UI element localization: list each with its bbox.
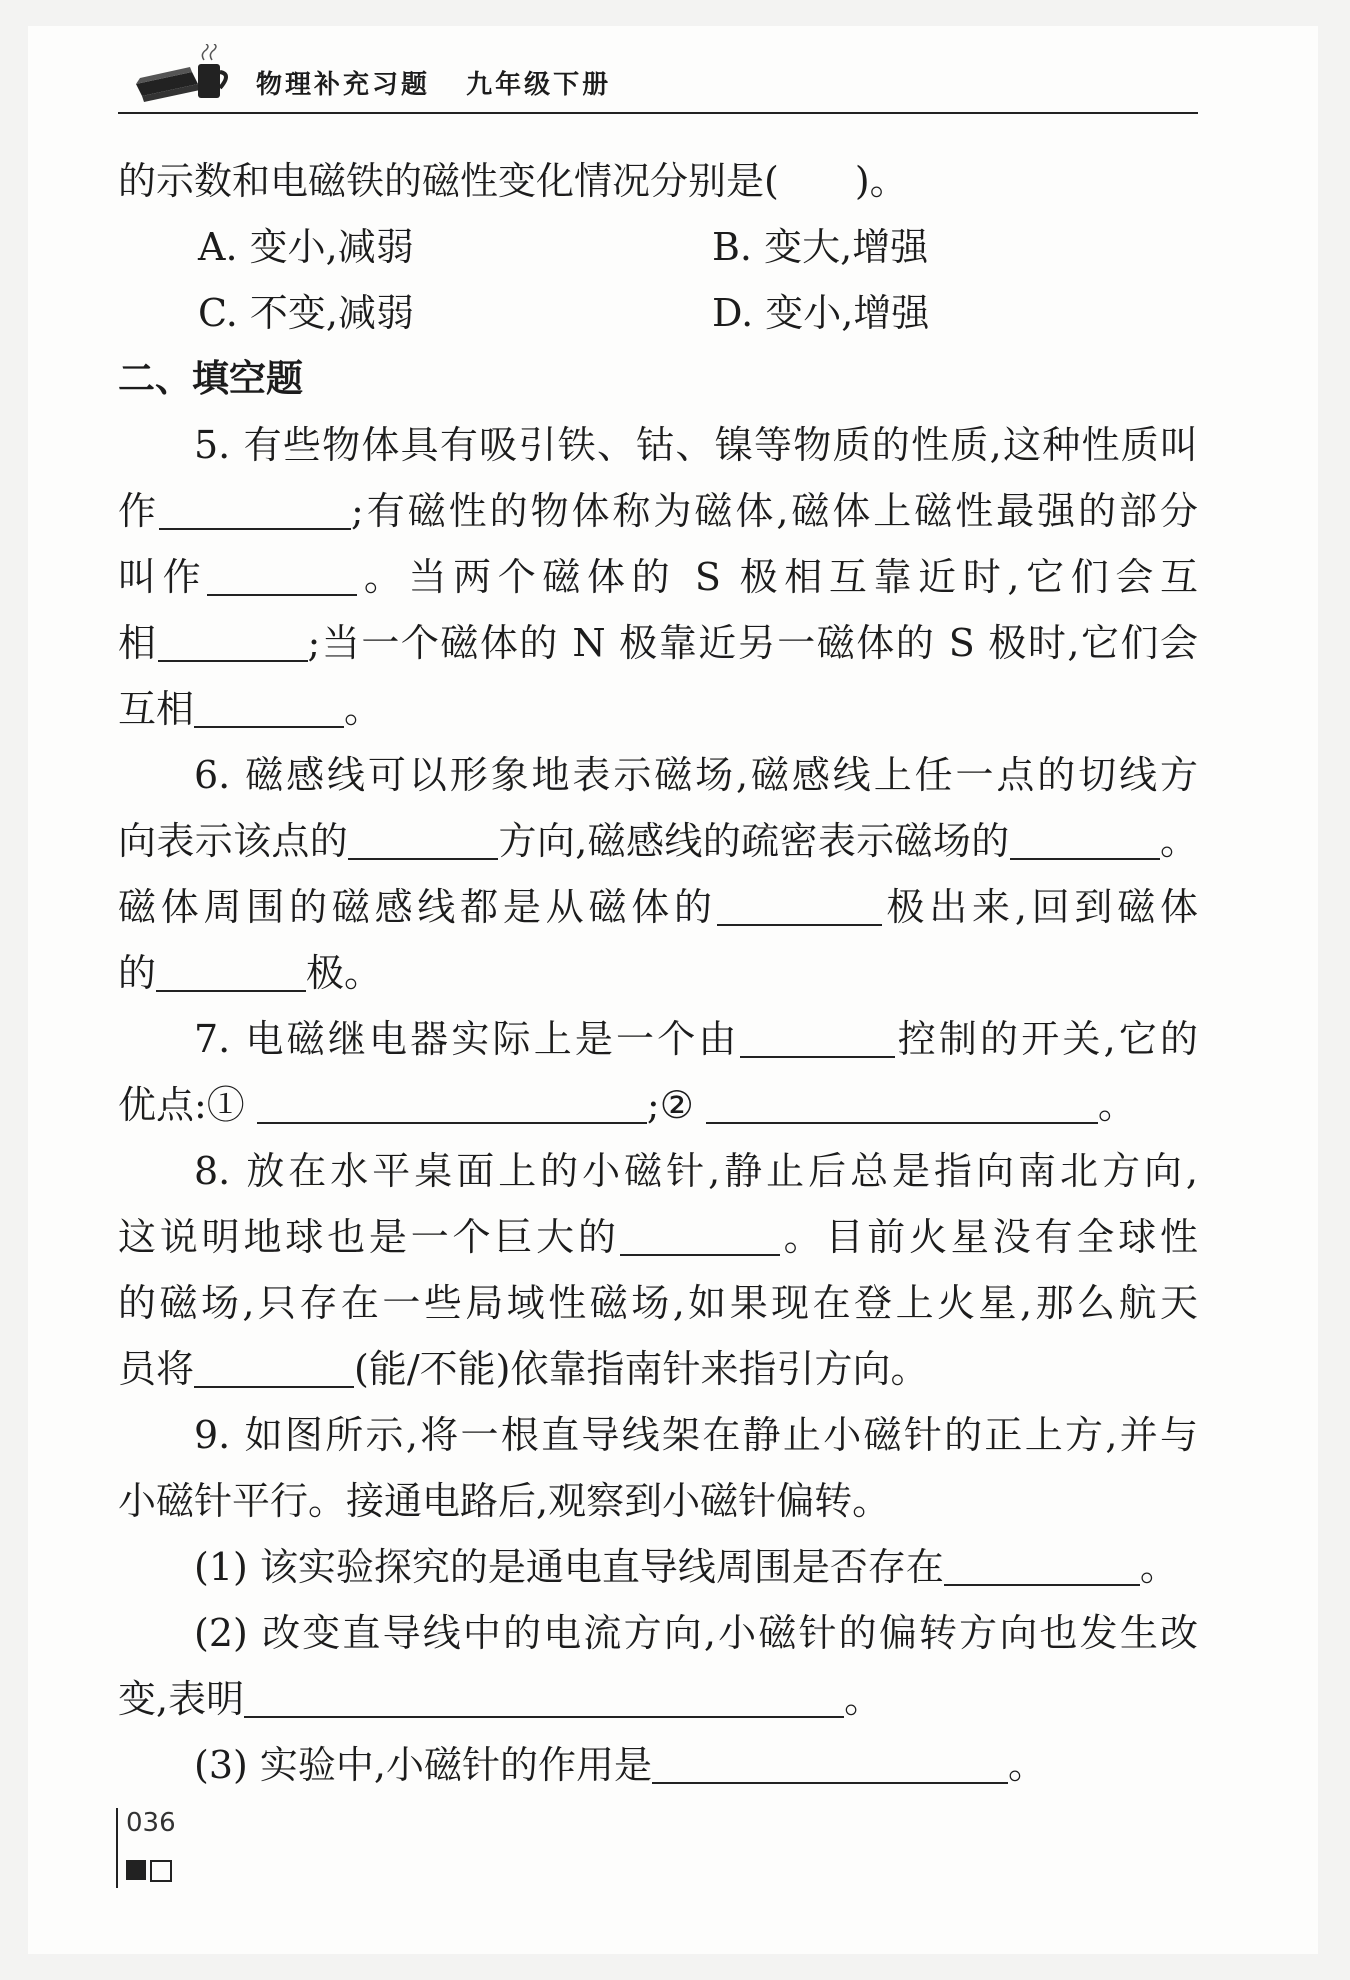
q5-line-2: 作 ;有磁性的物体称为磁体,磁体上磁性最强的部分 [118, 489, 1198, 533]
question-4-tail: 的示数和电磁铁的磁性变化情况分别是( )。 [118, 159, 908, 203]
answer-blank[interactable] [717, 886, 882, 926]
q9-line-2: 小磁针平行。接通电路后,观察到小磁针偏转。 [118, 1479, 891, 1523]
q5-line-1: 5. 有些物体具有吸引铁、钴、镍等物质的性质,这种性质叫 [194, 423, 1198, 467]
header-title: 物理补充习题 九年级下册 [256, 70, 612, 100]
q9-sub-2-cont: 变,表明 。 [118, 1677, 883, 1721]
answer-blank[interactable] [156, 952, 306, 992]
q6-line-4: 的 极。 [118, 951, 383, 995]
q8-line-1: 8. 放在水平桌面上的小磁针,静止后总是指向南北方向, [194, 1149, 1198, 1193]
q7-line-1: 7. 电磁继电器实际上是一个由 控制的开关,它的 [194, 1017, 1198, 1061]
worksheet-content [118, 148, 1198, 1798]
answer-blank[interactable] [159, 490, 351, 530]
q8-line-2: 这说明地球也是一个巨大的 。目前火星没有全球性 [118, 1215, 1198, 1259]
q9-sub-3: (3) 实验中,小磁针的作用是 。 [194, 1743, 1047, 1787]
answer-blank[interactable] [194, 688, 344, 728]
q8-line-4: 员将 (能/不能)依靠指南针来指引方向。 [118, 1347, 929, 1391]
answer-blank[interactable] [706, 1084, 1098, 1124]
section-fill-in-title: 二、填空题 [118, 357, 303, 400]
answer-blank[interactable] [348, 820, 498, 860]
option-b: B. 变大,增强 [712, 225, 929, 269]
option-d: D. 变小,增强 [712, 291, 930, 335]
answer-blank[interactable] [244, 1678, 844, 1718]
filled-square-icon [126, 1860, 146, 1880]
empty-square-icon [150, 1860, 172, 1882]
answer-blank[interactable] [207, 556, 357, 596]
footer-divider [116, 1808, 118, 1888]
answer-blank[interactable] [740, 1018, 895, 1058]
answer-blank[interactable] [652, 1744, 1008, 1784]
answer-blank[interactable] [158, 622, 308, 662]
q5-line-5: 互相 。 [118, 687, 383, 731]
answer-blank[interactable] [257, 1084, 647, 1124]
options-row-2 [118, 280, 1198, 346]
page-header [118, 42, 1198, 114]
q8-line-3: 的磁场,只存在一些局域性磁场,如果现在登上火星,那么航天 [118, 1281, 1198, 1325]
q6-line-1: 6. 磁感线可以形象地表示磁场,磁感线上任一点的切线方 [194, 753, 1198, 797]
answer-blank[interactable] [620, 1216, 780, 1256]
option-a: A. 变小,减弱 [198, 225, 414, 269]
options-row-1 [118, 214, 1198, 280]
q5-line-3: 叫作 。当两个磁体的 S 极相互靠近时,它们会互 [118, 555, 1198, 599]
q9-sub-1: (1) 该实验探究的是通电直导线周围是否存在 。 [194, 1545, 1178, 1589]
option-c: C. 不变,减弱 [198, 291, 414, 335]
q9-line-1: 9. 如图所示,将一根直导线架在静止小磁针的正上方,并与 [194, 1413, 1198, 1457]
page-number: 036 [126, 1808, 176, 1838]
book-and-cup-icon [132, 44, 242, 106]
answer-blank[interactable] [1010, 820, 1160, 860]
q6-line-2: 向表示该点的 方向,磁感线的疏密表示磁场的 。 [118, 819, 1198, 863]
answer-blank[interactable] [194, 1348, 354, 1388]
q5-line-4: 相 ;当一个磁体的 N 极靠近另一磁体的 S 极时,它们会 [118, 621, 1198, 665]
q6-line-3: 磁体周围的磁感线都是从磁体的 极出来,回到磁体 [118, 885, 1198, 929]
q9-sub-2: (2) 改变直导线中的电流方向,小磁针的偏转方向也发生改 [194, 1611, 1198, 1655]
answer-blank[interactable] [944, 1546, 1140, 1586]
q7-line-2: 优点:① ;② 。 [118, 1083, 1136, 1127]
